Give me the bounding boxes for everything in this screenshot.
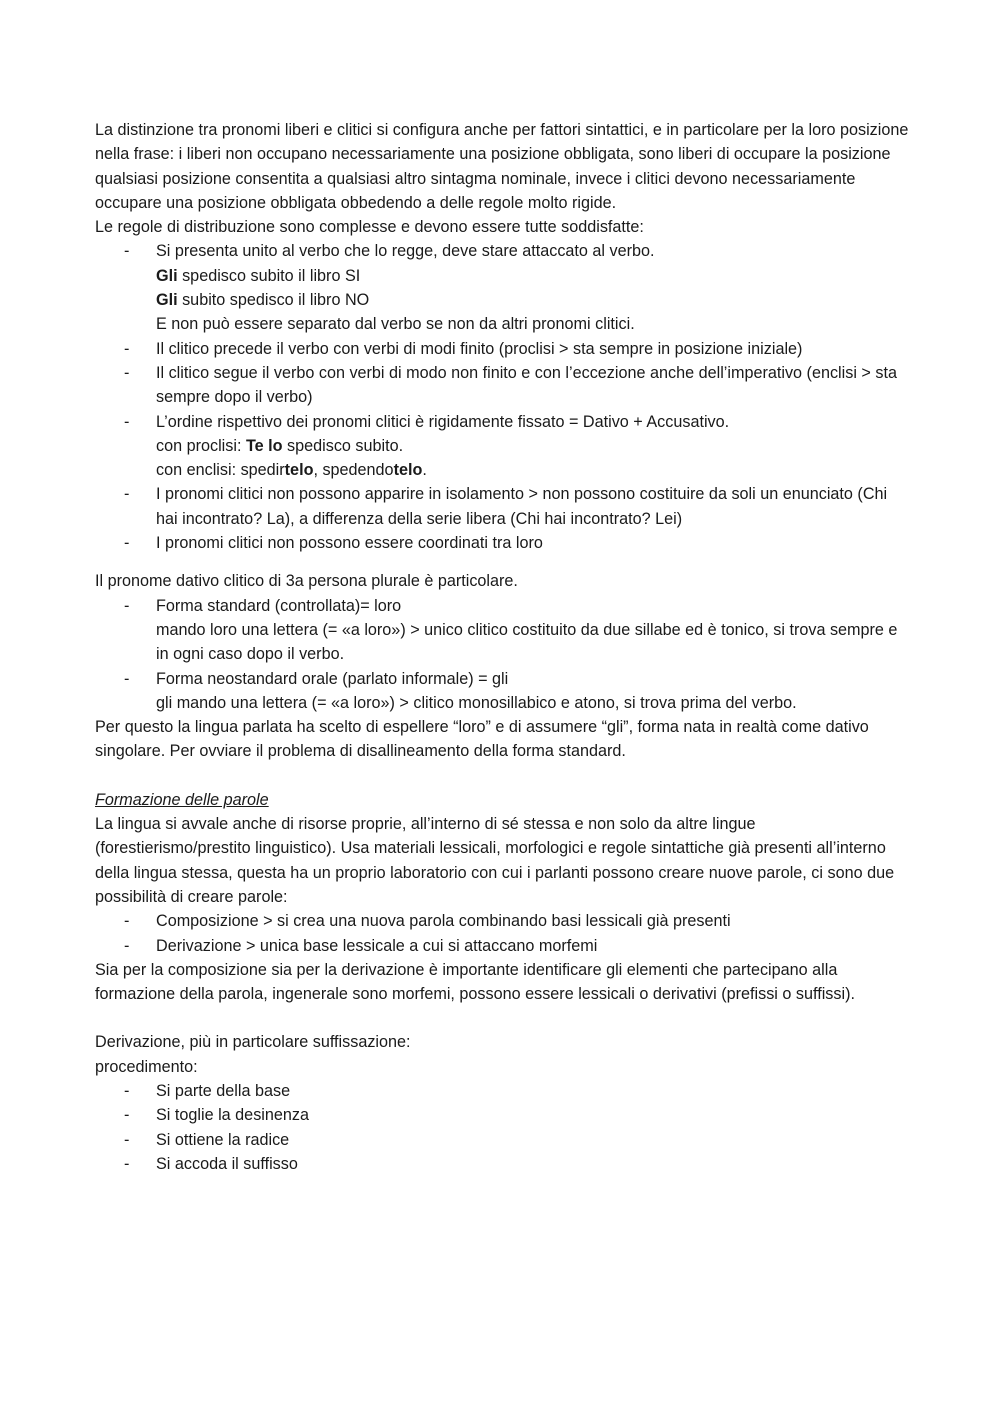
formazione-list	[95, 909, 910, 958]
list-item	[95, 1103, 910, 1127]
list-item	[95, 1152, 910, 1176]
list-dash: -	[124, 534, 130, 553]
bold-clitic: Gli	[156, 291, 178, 310]
list-dash: -	[124, 596, 130, 615]
spacer	[95, 764, 910, 788]
list-dash: -	[124, 363, 130, 382]
intro-paragraph: La distinzione tra pronomi liberi e clitici si configura anche per fattori sintattici, e in particolare per la loro posizione nella frase: i liberi non occupano necessariamente una posizione obbligata, sono liberi di occupare la posizione qualsiasi posizione consentita a qualsiasi altro sintagma nominale, invece i clitici devono necessariamente occupare una posizione obbligata obbedendo a delle regole molto rigide.	[95, 121, 909, 212]
rule-text: I pronomi clitici non possono essere coordinati tra loro	[156, 534, 543, 553]
list-dash: -	[124, 912, 130, 931]
steps-list	[95, 1079, 910, 1176]
section-heading: Formazione delle parole	[95, 790, 269, 809]
bold-clitic: telo	[393, 461, 423, 480]
derivazione-title: Derivazione, più in particolare suffissazione:	[95, 1033, 411, 1052]
form-text: Forma standard (controllata)= loro	[156, 596, 402, 615]
list-item	[95, 934, 910, 958]
example-text: , spedendo	[313, 461, 394, 480]
formazione-paragraph-2: Sia per la composizione sia per la derivazione è importante identificare gli elementi che partecipano alla formazione della parola, ingenerale sono morfemi, possono essere lessicali o derivativi (prefissi o suffissi).	[95, 960, 855, 1004]
rule-example	[156, 458, 910, 482]
list-dash: -	[124, 1130, 130, 1149]
list-item	[95, 337, 910, 361]
example-text: spedisco subito.	[282, 436, 404, 455]
list-dash: -	[124, 339, 130, 358]
rule-text: Si presenta unito al verbo che lo regge, deve stare attaccato al verbo.	[156, 242, 655, 261]
rule-text: Il clitico segue il verbo con verbi di modo non finito e con l’eccezione anche dell’imperativo (enclisi > sta sempre dopo il verbo)	[156, 363, 897, 407]
step-text: Si accoda il suffisso	[156, 1154, 298, 1173]
form-text: Forma neostandard orale (parlato informale) = gli	[156, 669, 509, 688]
document-page	[95, 118, 910, 1176]
step-text: Si parte della base	[156, 1081, 291, 1100]
dativo-intro: Il pronome dativo clitico di 3a persona plurale è particolare.	[95, 572, 518, 591]
bold-clitic: Gli	[156, 266, 178, 285]
bold-clitic: Te lo	[245, 436, 283, 455]
list-dash: -	[124, 669, 130, 688]
rule-text: I pronomi clitici non possono apparire in isolamento > non possono costituire da soli un enunciato (Chi hai incontrato? La), a differenza della serie libera (Chi hai incontrato? Lei)	[156, 485, 888, 528]
list-item	[95, 361, 910, 410]
derivazione-subtitle: procedimento:	[95, 1057, 198, 1076]
example-text: con proclisi:	[156, 436, 246, 455]
list-item-text: Composizione > si crea una nuova parola combinando basi lessicali già presenti	[156, 912, 731, 931]
list-item	[95, 594, 910, 667]
rule-text: Il clitico precede il verbo con verbi di modi finito (proclisi > sta sempre in posizione iniziale)	[156, 339, 803, 358]
list-dash: -	[124, 936, 130, 955]
list-item	[95, 410, 910, 483]
step-text: Si toglie la desinenza	[156, 1106, 309, 1125]
list-item	[95, 1128, 910, 1152]
list-dash: -	[124, 1106, 130, 1125]
form-example: gli mando una lettera (= «a loro») > clitico monosillabico e atono, si trova prima del verbo.	[156, 693, 797, 712]
dativo-outro: Per questo la lingua parlata ha scelto di espellere “loro” e di assumere “gli”, forma nata in realtà come dativo singolare. Per ovviare il problema di disallineamento della forma standard.	[95, 718, 869, 761]
list-item	[95, 531, 910, 555]
list-dash: -	[124, 1154, 130, 1173]
rule-text: L’ordine rispettivo dei pronomi clitici è rigidamente fissato = Dativo + Accusativo.	[156, 412, 730, 431]
list-item	[95, 667, 910, 716]
example-text: .	[422, 461, 427, 480]
example-text: con enclisi: spedir	[156, 461, 285, 480]
rules-intro: Le regole di distribuzione sono complesse e devono essere tutte soddisfatte:	[95, 218, 644, 237]
spacer	[95, 555, 910, 569]
example-text: spedisco subito il libro SI	[177, 266, 361, 285]
rule-note: E non può essere separato dal verbo se non da altri pronomi clitici.	[156, 315, 635, 334]
rule-example	[156, 434, 910, 458]
rule-example	[156, 288, 910, 312]
list-item	[95, 909, 910, 933]
example-text: subito spedisco il libro NO	[177, 291, 370, 310]
list-dash: -	[124, 242, 130, 261]
list-item	[95, 239, 910, 336]
rule-example	[156, 264, 910, 288]
dativo-list	[95, 594, 910, 715]
list-item	[95, 482, 910, 531]
list-dash: -	[124, 412, 130, 431]
form-example: mando loro una lettera (= «a loro») > unico clitico costituito da due sillabe ed è tonico, si trova sempre e in ogni caso dopo il verbo.	[156, 620, 898, 664]
step-text: Si ottiene la radice	[156, 1130, 290, 1149]
spacer	[95, 1006, 910, 1030]
formazione-paragraph: La lingua si avvale anche di risorse proprie, all’interno di sé stessa e non solo da altre lingue (forestierismo/prestito linguistico). Usa materiali lessicali, morfologici e regole sintattiche già presenti all’interno della lingua stessa, questa ha un proprio laboratorio con cui i parlanti possono creare nuove parole, ci sono due possibilità di creare parole:	[95, 815, 895, 906]
rules-list	[95, 239, 910, 555]
list-item-text: Derivazione > unica base lessicale a cui si attaccano morfemi	[156, 936, 598, 955]
list-dash: -	[124, 1081, 130, 1100]
bold-clitic: telo	[284, 461, 314, 480]
list-item	[95, 1079, 910, 1103]
list-dash: -	[124, 485, 130, 504]
